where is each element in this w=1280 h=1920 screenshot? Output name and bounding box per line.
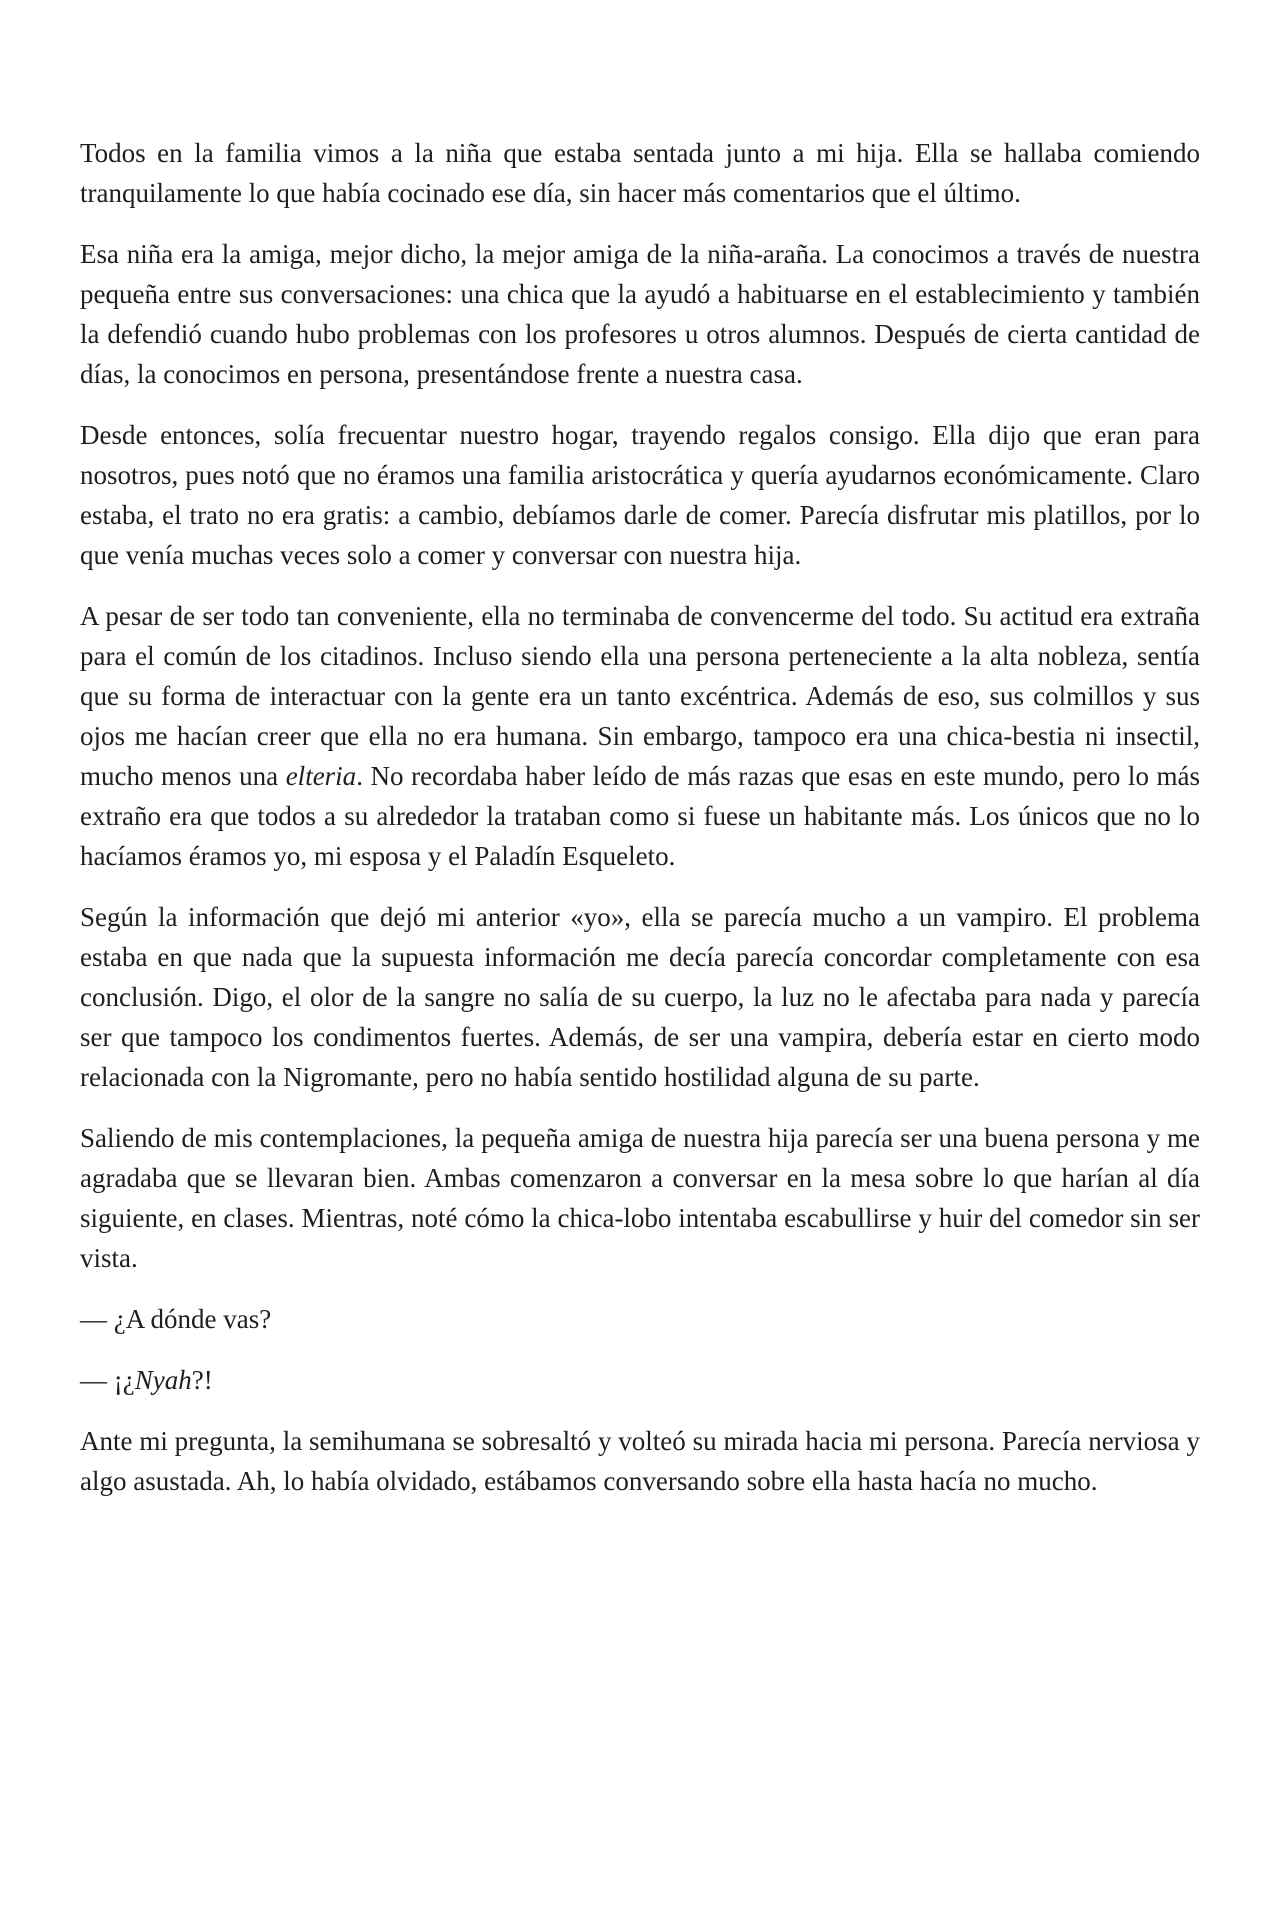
paragraph (80, 133, 1200, 213)
paragraph-text: Ante mi pregunta, la semihumana se sobresaltó y volteó su mirada hacia mi persona. Parecía nerviosa y algo asustada. Ah, lo había olvidado, estábamos conversando sobre ella hasta hacía no mucho. (80, 1426, 1200, 1496)
dialogue-line (80, 1299, 1200, 1339)
dialogue-line (80, 1360, 1200, 1400)
paragraph (80, 596, 1200, 876)
paragraph (80, 415, 1200, 575)
paragraph-text: . No recordaba haber leído de más razas que esas en este mundo, pero lo más extraño era que todos a su alrededor la trataban como si fuese un habitante más. Los únicos que no lo hacíamos éramos yo, mi esposa y el Paladín Esqueleto. (80, 761, 1201, 871)
paragraph-text: Según la información que dejó mi anterior «yo», ella se parecía mucho a un vampiro. El problema estaba en que nada que la supuesta información me decía parecía concordar completamente con esa conclusión. Digo, el olor de la sangre no salía de su cuerpo, la luz no le afectaba para nada y parecía ser que tampoco los condimentos fuertes. Además, de ser una vampira, debería estar en cierto modo relacionada con la Nigromante, pero no había sentido hostilidad alguna de su parte. (80, 902, 1200, 1092)
paragraph-text: Todos en la familia vimos a la niña que estaba sentada junto a mi hija. Ella se hallaba comiendo tranquilamente lo que había cocinado ese día, sin hacer más comentarios que el último. (80, 138, 1200, 208)
paragraph (80, 1118, 1200, 1278)
paragraph (80, 1421, 1200, 1501)
paragraph (80, 234, 1200, 394)
paragraph-text: Desde entonces, solía frecuentar nuestro hogar, trayendo regalos consigo. Ella dijo que eran para nosotros, pues notó que no éramos una familia aristocrática y quería ayudarnos económicamente. Claro estaba, el trato no era gratis: a cambio, debíamos darle de comer. Parecía disfrutar mis platillos, por lo que venía muchas veces solo a comer y conversar con nuestra hija. (80, 420, 1200, 570)
italic-exclamation: Nyah (134, 1365, 192, 1395)
dialogue-text: — ¡¿ (80, 1365, 135, 1395)
paragraph-text: Esa niña era la amiga, mejor dicho, la mejor amiga de la niña-araña. La conocimos a través de nuestra pequeña entre sus conversaciones: una chica que la ayudó a habituarse en el establecimiento y también la defendió cuando hubo problemas con los profesores u otros alumnos. Después de cierta cantidad de días, la conocimos en persona, presentándose frente a nuestra casa. (80, 239, 1200, 389)
paragraph-text: A pesar de ser todo tan conveniente, ella no terminaba de convencerme del todo. Su actitud era extraña para el común de los citadinos. Incluso siendo ella una persona perteneciente a la alta nobleza, sentía que su forma de interactuar con la gente era un tanto excéntrica. Además de eso, sus colmillos y sus ojos me hacían creer que ella no era humana. Sin embargo, tampoco era una chica-bestia ni insectil, mucho menos una (80, 601, 1200, 791)
paragraph (80, 897, 1200, 1097)
paragraph-text: Saliendo de mis contemplaciones, la pequeña amiga de nuestra hija parecía ser una buena persona y me agradaba que se llevaran bien. Ambas comenzaron a conversar en la mesa sobre lo que harían al día siguiente, en clases. Mientras, noté cómo la chica-lobo intentaba escabullirse y huir del comedor sin ser vista. (80, 1123, 1200, 1273)
italic-term: elteria (285, 761, 357, 791)
dialogue-text: ?! (191, 1365, 213, 1395)
document-body (80, 133, 1200, 1501)
dialogue-text: — ¿A dónde vas? (80, 1304, 272, 1334)
